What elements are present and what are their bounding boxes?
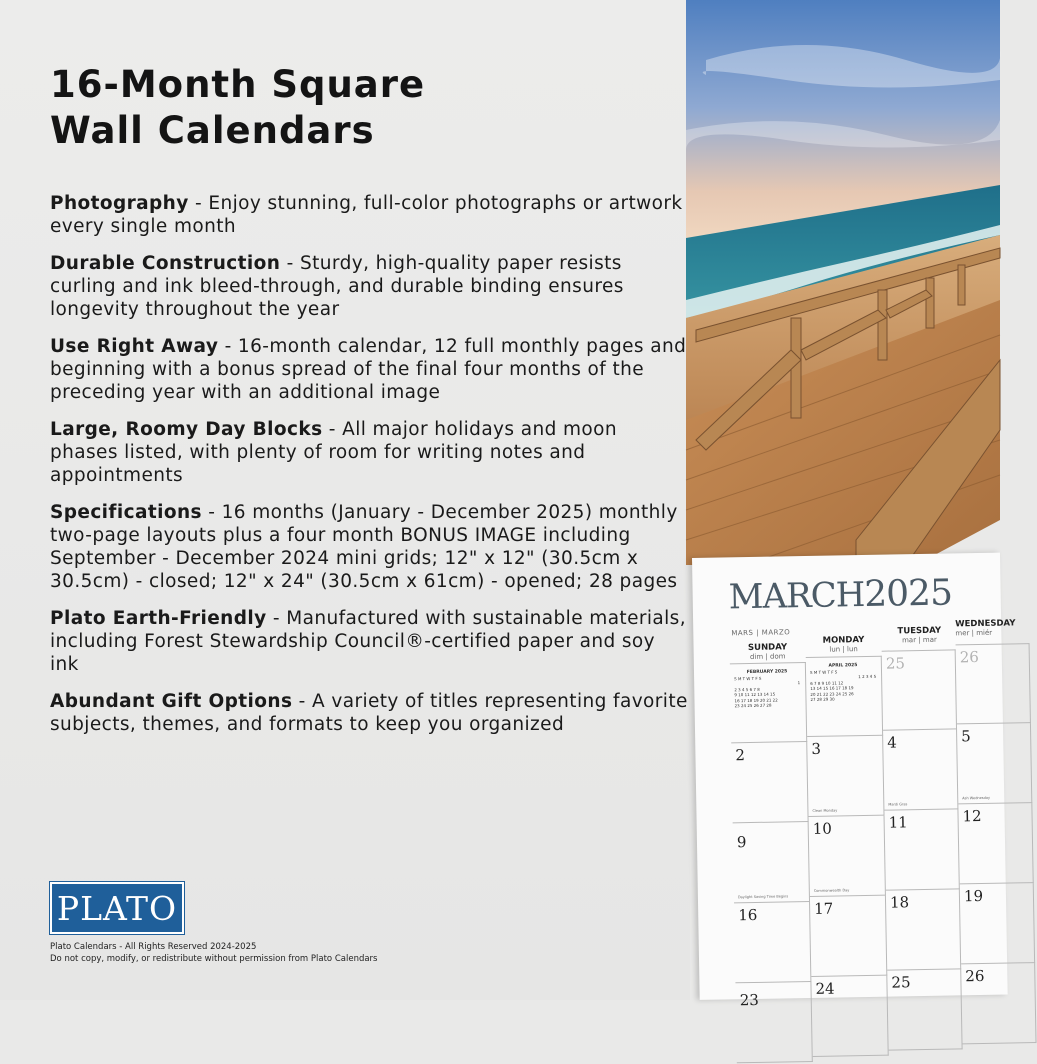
feature-durable-construction: Durable Construction - Sturdy, high-quality paper resists curling and ink bleed-through, and durable binding ensures longevity throughout the year <box>50 253 624 320</box>
calendar-cell[interactable]: 10 Commonwealth Day <box>809 816 886 897</box>
calendar-page-march <box>692 553 1016 1010</box>
calendar-cell[interactable]: 26 <box>961 963 1036 1044</box>
calendar-cell[interactable] <box>730 662 807 743</box>
calendar-cell[interactable]: 2 <box>731 742 808 823</box>
calendar-cell[interactable]: 5 Ash Wednesday <box>957 723 1032 804</box>
calendar-cell[interactable]: 17 <box>810 896 887 977</box>
calendar-cell[interactable]: 9 Daylight Saving Time Begins <box>733 822 810 903</box>
calendar-cell[interactable]: 25 <box>882 649 957 730</box>
calendar-cell[interactable]: 4 Mardi Gras <box>883 729 958 810</box>
calendar-month-title: MARCH2025 <box>728 572 953 618</box>
calendar-cell[interactable]: 12 <box>958 803 1033 884</box>
feature-day-blocks: Large, Roomy Day Blocks - All major holidays and moon phases listed, with plenty of room for writing notes and appointments <box>50 419 617 486</box>
title-line-1: 16-Month Square <box>50 63 426 106</box>
plato-logo: PLATO <box>50 882 184 934</box>
beach-boardwalk-photo <box>686 0 1000 565</box>
mini-calendar-february: FEBRUARY 2025 S M T W T F S 1 2 3 4 5 6 7 8 9 10 11 12 13 14 15 16 17 18 19 20 21 22 23 24 25 26 27 28 <box>734 669 801 709</box>
feature-photography: Photography - Enjoy stunning, full-color photographs or artwork every single month <box>50 193 683 237</box>
calendar-cell[interactable]: 19 <box>960 883 1035 964</box>
feature-use-right-away: Use Right Away - 16-month calendar, 12 full monthly pages and beginning with a bonus spread of the final four months of the preceding year with an additional image <box>50 336 687 403</box>
calendar-cell[interactable]: 24 <box>811 976 888 1057</box>
calendar-cell[interactable]: 3 Clean Monday <box>807 736 884 817</box>
feature-earth-friendly: Plato Earth-Friendly - Manufactured with sustainable materials, including Forest Stewardship Council®-certified paper and soy ink <box>50 608 687 675</box>
title-line-2: Wall Calendars <box>50 109 375 152</box>
calendar-cell[interactable] <box>806 656 883 737</box>
weekday-monday: MONDAY lun | lun <box>822 635 865 654</box>
page-title <box>50 62 425 154</box>
calendar-cell[interactable]: 23 <box>735 982 812 1063</box>
mini-calendar-april: APRIL 2025 S M T W T F S 1 2 3 4 5 6 7 8 9 10 11 12 13 14 15 16 17 18 19 20 21 22 23 24 25 26 27 28 29 30 <box>809 663 877 702</box>
calendar-month-alt: MARS | MARZO <box>731 628 791 638</box>
feature-gift-options: Abundant Gift Options - A variety of titles representing favorite subjects, themes, and formats to keep you organized <box>50 691 688 735</box>
calendar-cell[interactable]: 18 <box>886 889 961 970</box>
weekday-wednesday: WEDNESDAY mer | miér <box>955 618 1016 638</box>
weekday-tuesday: TUESDAY mar | mar <box>897 625 942 645</box>
calendar-cell[interactable]: 16 <box>734 902 811 983</box>
calendar-cell[interactable]: 26 <box>956 643 1031 724</box>
weekday-sunday: SUNDAY dim | dom <box>747 642 788 662</box>
feature-specifications: Specifications - 16 months (January - December 2025) monthly two-page layouts plus a four month BONUS IMAGE including September - December 2024 mini grids; 12" x 12" (30.5cm x 30.5cm) - closed; 12" x 24" (30.5cm x 61cm) - opened; 28 pages <box>50 502 678 592</box>
calendar-cell[interactable]: 11 <box>884 809 959 890</box>
feature-list <box>50 192 690 750</box>
copyright-notice: Plato Calendars - All Rights Reserved 2024-2025 Do not copy, modify, or redistribute without permission from Plato Calendars <box>50 942 378 964</box>
calendar-cell[interactable]: 25 <box>887 969 962 1050</box>
